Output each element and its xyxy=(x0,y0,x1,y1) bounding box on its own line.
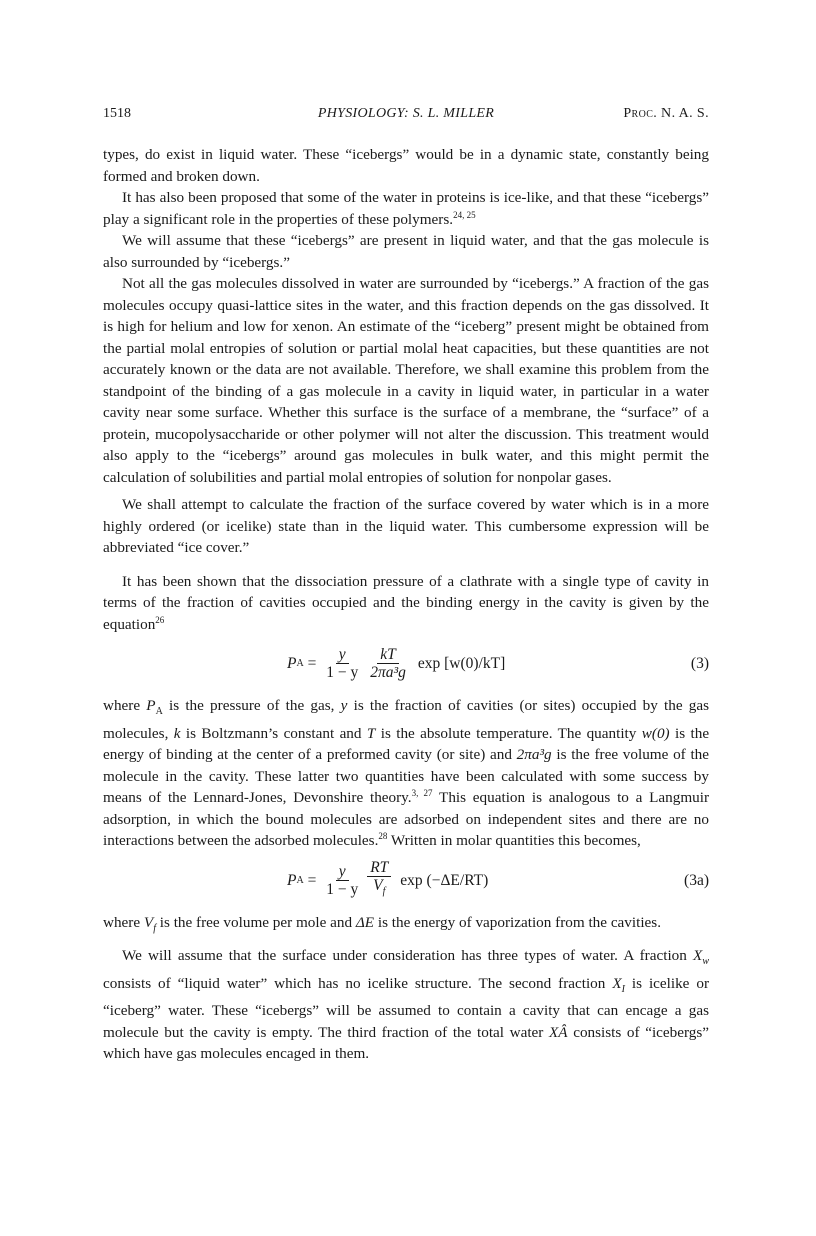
paragraph-1: types, do exist in liquid water. These “icebergs” would be in a dynamic state, constantly being formed and broken down. xyxy=(103,146,709,185)
fraction: $\frac{kT}{\text{2πa³g}}$ xyxy=(370,646,406,681)
reference-marker: 28 xyxy=(378,830,388,841)
paragraph-6: It has been shown that the dissociation pressure of a clathrate with a single type of cavity in terms of the fraction of cavities occupied and the binding energy in the cavity is given by the equation$^{26}$ xyxy=(103,572,709,633)
paragraph-2: It has also been proposed that some of the water in proteins is ice-like, and that these “icebergs” play a significant role in the properties of these polymers.$^{24, 25}$ xyxy=(103,189,709,228)
paragraph-3: We will assume that these “icebergs” are present in liquid water, and that the gas molecule is also surrounded by “icebergs.” xyxy=(103,232,709,271)
exponential-term: exp [w(0)/kT] xyxy=(417,655,506,673)
page-number: 1518 xyxy=(103,106,131,121)
reference-marker: 3, 27 xyxy=(411,787,433,798)
paragraph-8: where $V_f$ is the free volume per mole and ΔE is the energy of vaporization from the cavities. xyxy=(103,913,662,934)
running-title: PHYSIOLOGY: S. L. MILLER xyxy=(317,106,495,121)
equation-3-formula: P A = $\frac{y}{1 - y}$ $\frac{kT}{\text{2πa³g}}$ exp [w(0)/kT] xyxy=(287,646,506,681)
paragraph-9: We will assume that the surface under consideration has three types of water. A fraction $X_w$ consists of “liquid water” which has no icelike structure. The second fraction $X_I$ is icelike or “iceberg” water. These “icebergs” will be assumed to contain a cavity that can encage a gas molecule but the cavity is empty. The third fraction of the total water XÂ consists of “icebergs” which have gas molecules encaged in them. xyxy=(103,947,710,1063)
equation-3a-formula: P A = $\frac{y}{1 - y}$ $\frac{RT}{V_f}$ exp (−ΔE/RT) xyxy=(287,860,488,902)
paragraph-4: Not all the gas molecules dissolved in water are surrounded by “icebergs.” A fraction of the gas molecules occupy quasi-lattice sites in the water, and this fraction depends on the gas dissolved. It is high for helium and low for xenon. An estimate of the “iceberg” present might be obtained from the partial molal entropies of solution or partial molal heat capacities, but these quantities are not accurately known or the data are not available. Therefore, we shall examine this problem from the standpoint of the binding of a gas molecule in a cavity in liquid water, in particular in a water cavity near some surface. Whether this surface is the surface of a membrane, the “surface” of a protein, mucopolysaccharide or other polymer will not alter the discussion. This treatment would also apply to the “icebergs” around gas molecules in bulk water, and this might permit the calculation of solubilities and partial molal entropies of solution for nonpolar gases. xyxy=(103,275,709,486)
journal-name: Proc. N. A. S. xyxy=(623,106,709,121)
paragraph-7: where $P_A$ is the pressure of the gas, y is the fraction of cavities (or sites) occupied by the gas molecules, k is Boltzmann’s constant and T is the absolute temperature. The quantity w(0) is the energy of binding at the center of a preformed cavity (or site) and 2πa³g is the free volume of the molecule in the cavity. These latter two quantities have been calculated with some success by means of the Lennard-Jones, Devonshire theory.$^{3, 27}$ This equation is analogous to a Langmuir adsorption, in which the bound molecules are adsorbed on independent sites and there are no interactions between the adsorbed molecules.$^{28}$ Written in molar quantities this becomes, xyxy=(103,697,710,850)
equation-3 xyxy=(103,643,709,685)
page xyxy=(103,104,709,1065)
fraction: $\frac{y}{1 - y}$ xyxy=(326,862,359,898)
reference-marker: 24, 25 xyxy=(453,209,476,220)
article-body xyxy=(103,144,709,1065)
exponential-term: exp (−ΔE/RT) xyxy=(400,871,489,889)
equation-3a xyxy=(103,860,709,902)
reference-marker: 26 xyxy=(155,614,165,625)
equation-number: (3) xyxy=(690,655,709,672)
running-header xyxy=(103,104,709,124)
equation-number: (3a) xyxy=(684,871,709,889)
fraction: $\frac{RT}{V_f}$ xyxy=(367,859,391,901)
paragraph-5: We shall attempt to calculate the fraction of the surface covered by water which is in a more highly ordered (or icelike) state than in the liquid water. This cumbersome expression will be abbreviated “ice cover.” xyxy=(103,496,709,556)
fraction: $\frac{y}{1 - y}$ xyxy=(326,646,359,681)
